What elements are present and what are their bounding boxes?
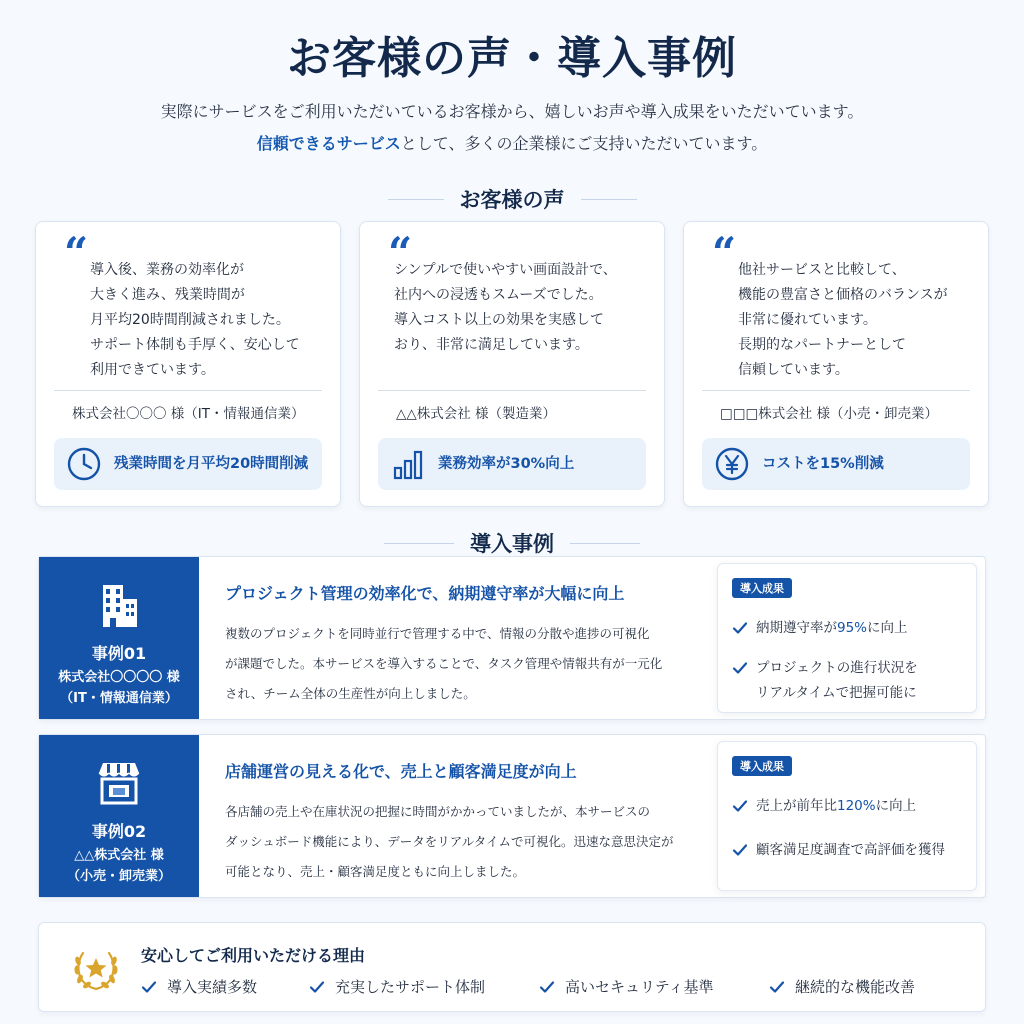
voice-line: 利用できています。 — [90, 362, 215, 378]
voice-line: おり、非常に満足しています。 — [394, 337, 589, 353]
voice-line: 大きく進み、残業時間が — [90, 287, 245, 303]
case-title: プロジェクト管理の効率化で、納期遵守率が大幅に向上 — [225, 584, 625, 603]
reason-item — [309, 975, 485, 999]
result-text-line2: リアルタイムで把握可能に — [756, 685, 917, 701]
case-body-line: 複数のプロジェクトを同時並行で管理する中で、情報の分散や進捗の可視化 — [225, 626, 650, 641]
quote-icon: “ — [388, 228, 413, 277]
result-text: 売上が前年比 — [756, 798, 837, 814]
case-body-line: ダッシュボード機能により、データをリアルタイムで可視化。迅速な意思決定が — [225, 834, 674, 849]
intro-text — [0, 96, 1024, 160]
divider — [54, 390, 322, 391]
voice-metric-label: コストを15%削減 — [762, 456, 884, 472]
check-icon — [732, 660, 748, 676]
reason-label: 導入実績多数 — [167, 978, 258, 996]
case-body-line: が課題でした。本サービスを導入することで、タスク管理や情報共有が一元化 — [225, 656, 663, 671]
voice-line: 月平均20時間削減されました。 — [90, 312, 290, 328]
result-highlight: 120% — [837, 798, 876, 814]
check-icon — [141, 979, 157, 995]
case-company — [39, 667, 199, 709]
quote-icon: “ — [64, 228, 89, 277]
result-text: 顧客満足度調査で高評価を獲得 — [756, 842, 945, 858]
yen-icon — [714, 446, 750, 482]
result-box — [717, 563, 977, 713]
result-text: に向上 — [875, 798, 917, 814]
voice-company: □□□株式会社 様（小売・卸売業） — [720, 406, 939, 422]
laurel-star-badge-icon — [69, 941, 123, 995]
heading-rule-left — [384, 543, 454, 544]
voice-metric — [378, 438, 646, 490]
voice-line: シンプルで使いやすい画面設計で、 — [394, 262, 617, 278]
divider — [702, 390, 970, 391]
voice-line: 社内への浸透もスムーズでした。 — [394, 287, 603, 303]
result-item — [732, 616, 972, 641]
case-side-panel — [39, 557, 199, 719]
office-building-icon — [91, 577, 147, 633]
voice-line: 非常に優れています。 — [738, 312, 877, 328]
voice-company: △△株式会社 様（製造業） — [396, 406, 557, 422]
intro-line-2-rest: として、多くの企業様にご支持いただいています。 — [400, 134, 768, 153]
case-company-industry: （小売・卸売業） — [66, 869, 171, 884]
result-box — [717, 741, 977, 891]
voice-line: 導入コスト以上の効果を実感して — [394, 312, 604, 328]
quote-icon: “ — [712, 228, 737, 277]
intro-highlight: 信頼できるサービス — [256, 134, 401, 153]
intro-line-1: 実際にサービスをご利用いただいているお客様から、嬉しいお声や導入成果をいただいています。 — [160, 102, 864, 121]
result-item — [732, 656, 972, 706]
voice-company: 株式会社〇〇〇 様（IT・情報通信業） — [72, 406, 305, 422]
result-item — [732, 838, 972, 863]
page-title: お客様の声・導入事例 — [287, 33, 737, 84]
case-company-name: 株式会社〇〇〇〇 様 — [58, 670, 180, 685]
result-tag: 導入成果 — [732, 756, 792, 776]
voices-heading-text: お客様の声 — [459, 188, 565, 212]
case-company-name: △△株式会社 様 — [74, 848, 164, 863]
voice-line: 機能の豊富さと価格のバランスが — [738, 287, 948, 303]
intro-line-2 — [0, 128, 1024, 160]
check-icon — [732, 842, 748, 858]
case-body-line: 各店舗の売上や在庫状況の把握に時間がかかっていましたが、本サービスの — [225, 804, 651, 819]
voice-text — [90, 258, 330, 383]
result-text: プロジェクトの進行状況を — [756, 660, 918, 676]
voice-metric — [702, 438, 970, 490]
case-title: 店舗運営の見える化で、売上と顧客満足度が向上 — [225, 762, 577, 781]
voice-line: 信頼しています。 — [738, 362, 849, 378]
voice-line: 他社サービスと比較して、 — [738, 262, 906, 278]
result-item — [732, 794, 972, 819]
store-icon — [91, 755, 147, 811]
case-company — [39, 845, 199, 887]
case-company-industry: （IT・情報通信業） — [60, 691, 178, 706]
result-text: に向上 — [867, 620, 908, 636]
check-icon — [539, 979, 555, 995]
result-tag: 導入成果 — [732, 578, 792, 598]
clock-icon — [66, 446, 102, 482]
bar-chart-icon — [390, 446, 426, 482]
voice-card — [35, 221, 341, 507]
reason-item — [539, 975, 714, 999]
reason-label: 継続的な機能改善 — [795, 978, 916, 996]
check-icon — [732, 798, 748, 814]
case-study — [38, 556, 986, 720]
case-body — [225, 619, 705, 709]
result-text: 納期遵守率が — [756, 620, 837, 636]
voice-metric-label: 業務効率が30%向上 — [438, 456, 575, 472]
case-side-panel — [39, 735, 199, 897]
voice-metric-label: 残業時間を月平均20時間削減 — [114, 456, 309, 472]
reasons-title: 安心してご利用いただける理由 — [141, 946, 366, 965]
case-body-line: 可能となり、売上・顧客満足度ともに向上しました。 — [225, 864, 526, 879]
reason-item — [769, 975, 915, 999]
voice-line: サポート体制も手厚く、安心して — [90, 337, 300, 353]
case-body — [225, 797, 705, 887]
voice-line: 長期的なパートナーとして — [738, 337, 906, 353]
voice-text — [394, 258, 654, 358]
trust-reasons-bar — [38, 922, 986, 1012]
heading-rule-left — [388, 199, 444, 200]
voice-text — [738, 258, 978, 383]
case-study — [38, 734, 986, 898]
heading-rule-right — [581, 199, 637, 200]
voice-metric — [54, 438, 322, 490]
check-icon — [309, 979, 325, 995]
check-icon — [732, 620, 748, 636]
case-number: 事例02 — [91, 822, 147, 841]
result-highlight: 95% — [837, 620, 868, 636]
divider — [378, 390, 646, 391]
voice-card — [359, 221, 665, 507]
heading-rule-right — [570, 543, 640, 544]
case-number: 事例01 — [91, 644, 147, 663]
check-icon — [769, 979, 785, 995]
reason-label: 充実したサポート体制 — [335, 978, 486, 996]
voices-heading — [0, 184, 1024, 214]
voice-card — [683, 221, 989, 507]
reason-item — [141, 975, 257, 999]
cases-heading-text: 導入事例 — [470, 532, 554, 556]
cases-heading — [0, 528, 1024, 558]
case-body-line: され、チーム全体の生産性が向上しました。 — [225, 686, 476, 701]
reason-label: 高いセキュリティ基準 — [565, 978, 714, 996]
voice-line: 導入後、業務の効率化が — [90, 262, 244, 278]
